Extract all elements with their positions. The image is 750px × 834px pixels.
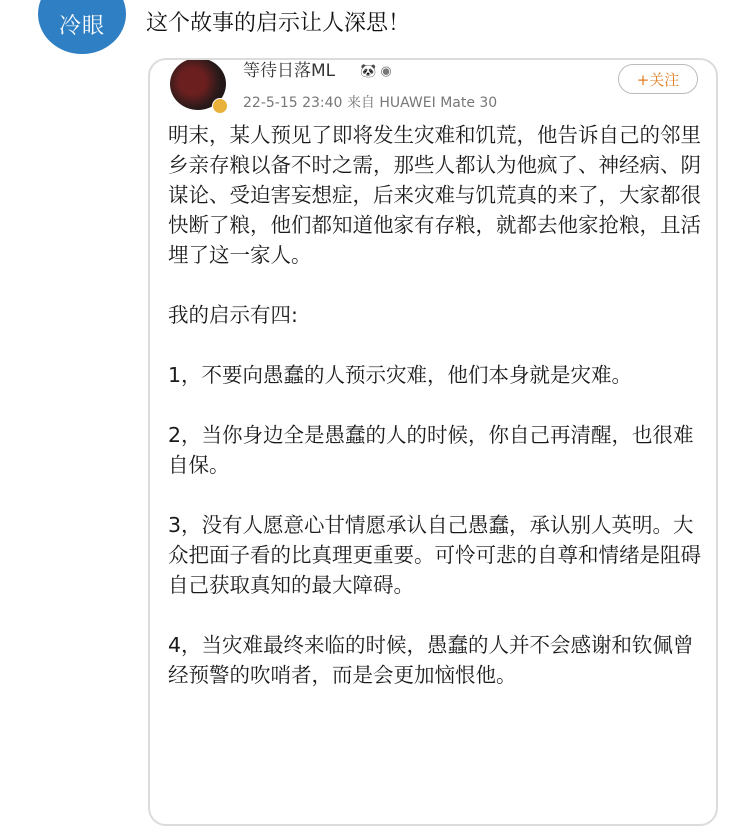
paragraph-heading: 我的启示有四: [168,303,298,327]
paragraph-story: 明末，某人预见了即将发生灾难和饥荒，他告诉自己的邻里乡亲存粮以备不时之需，那些人都认为他疯了、神经病、阴谋论、受迫害妄想症，后来灾难与饥荒真的来了，大家都很快断了粮，他们都知道他家有存粮，就都去他家抢粮，且活埋了这一家人。 [168,123,701,267]
paragraph-point-4: 4，当灾难最终来临的时候，愚蠢的人并不会感谢和钦佩曾经预警的吹哨者，而是会更加恼恨他。 [168,633,694,687]
paragraph-point-3: 3，没有人愿意心甘情愿承认自己愚蠢，承认别人英明。大众把面子看的比真理更重要。可怜可悲的自尊和情绪是阻碍自己获取真知的最大障碍。 [168,513,701,597]
verified-badge-icon [212,98,228,114]
post-body [168,120,703,720]
post-meta: 22-5-15 23:40 来自 HUAWEI Mate 30 [243,95,498,111]
post-header [0,0,750,60]
quoted-post-card [148,58,718,826]
follow-button[interactable]: +关注 [618,64,698,94]
post-text: 这个故事的启示让人深思！ [146,11,411,36]
paragraph-point-1: 1，不要向愚蠢的人预示灾难，他们本身就是灾难。 [168,363,633,387]
quoted-user-name[interactable]: 等待日落ML [243,61,336,81]
author-avatar[interactable] [38,0,126,54]
paragraph-point-2: 2，当你身边全是愚蠢的人的时候，你自己再清醒，也很难自保。 [168,423,694,477]
user-badge-icons: 🐼 ◉ [360,64,392,79]
author-avatar-label: 冷眼 [58,14,105,39]
